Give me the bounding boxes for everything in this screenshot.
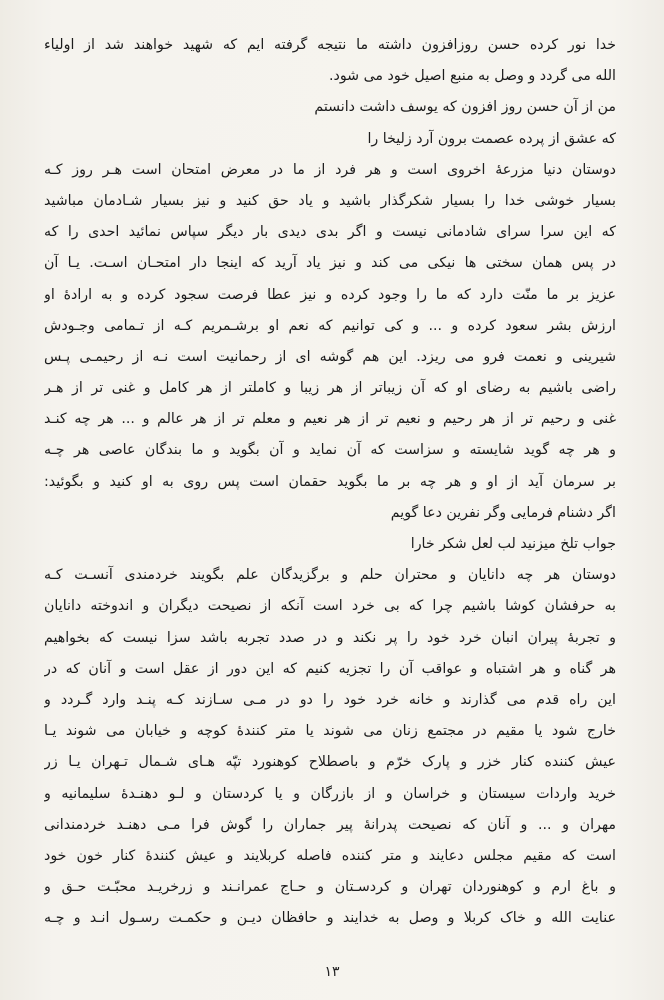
poem-line: من از آن حسن روز افزون که یوسف داشت دانستم — [314, 99, 616, 116]
text-line: که این سرا سرای شادمانی نیست و اگر بدی دیدی بار دیگر سپاس نمائید احدی را که — [44, 224, 616, 241]
body-text — [44, 30, 616, 934]
text-line: دوستان هر چه دانایان و محتران حلم و برگزیدگان علم بگویند خردمندی آنسـت کـه — [44, 567, 616, 584]
text-line: دوستان دنیا مزرعهٔ اخروی است و هر فرد از ما در معرض امتحان است هـر روز کـه — [44, 161, 616, 178]
text-line: الله می گردد و وصل به منبع اصیل خود می شود. — [329, 68, 616, 85]
text-line: و باغ ارم و کوهنوردان تهران و کردسـتان و حـاج عمرانـند و زرخریـد محبّـت حـق و — [44, 879, 616, 896]
text-line: این راه قدم می گذارند و خانه خرد خود را دو در مـی سـازند کـه پنـد وارد گـردد و — [44, 691, 616, 708]
text-line: مهران و ... و آنان که نصیحت پدرانهٔ پیر جماران را گوش فرا مـی دهنـد خردمندانی — [44, 816, 616, 833]
text-line: راضی باشیم به رضای او که آن زیباتر از هر زیبا و کاملتر از هر کامل و غنی تر از هـر — [44, 380, 616, 397]
poem-line: جواب تلخ میزنید لب لعل شکر خارا — [410, 536, 616, 552]
text-line: در پس همان سختی ها نیکی می کند و نیز یاد آرید که اینجا دار امتحـان اسـت. یـا آن — [44, 255, 616, 272]
poem-line: اگر دشنام فرمایی وگر نفرین دعا گویم — [390, 504, 616, 521]
text-line: ارزش بشر سعود کرده و ... و کی توانیم که نعم او برشـمریم کـه از تـمامی وجـودش — [44, 317, 616, 334]
text-line: و هر چه گوید شایسته و سزاست که آن نماید و آن بگوید و ما بندگان عاصی هر چـه — [44, 442, 616, 459]
text-line: خدا نور کرده حسن روزافزون داشته ما نتیجه گرفته ایم که شهید خواهند شد از اولیاء — [44, 37, 616, 53]
text-line: خرید واردات سیستان و خراسان و از بازرگان و یا کردستان و لـو دهنـدهٔ سلیمانیه و — [44, 785, 616, 802]
text-line: عنایت الله و خاک کربلا و وصل به خدایند و حافظان دیـن و حکمـت رسـول انـد و چـه — [44, 910, 616, 927]
text-line: به حرفشان کوشا باشیم چرا که بی خرد است آنکه از نصیحت دیگران و اندوخته دانایان — [44, 598, 616, 615]
text-line: هر گناه و هر اشتباه و عواقب آن را تجزیه کنیم که این دور از عقل است و آنان که در — [44, 660, 616, 677]
text-line: شیرینی و نعمت فرو می ریزد. این هم گوشه ای از رحمانیت است نـه از رحیمـی پـس — [44, 348, 616, 365]
text-line: خارج شود یا مقیم در مجتمع زنان می شوند یا متر کنندهٔ کوچه و خیابان می شوند یـا — [44, 723, 616, 740]
text-line: غنی و رحیم تر از هر رحیم و نعیم تر از هر نعیم و معلم تر از هر عالم و ... هر چه کنـد — [44, 411, 616, 428]
text-line: است که مقیم مجلس دعایند و متر کننده فاصله کربلایند و عیش کنندهٔ کنار خون خود — [44, 847, 616, 864]
poem-line: که عشق از پرده عصمت برون آرد زلیخا را — [367, 130, 616, 147]
text-line: و تجربهٔ پیران انبان خرد خود را پر نکند و در صدد تجربه باشد سزا نیست که بخواهیم — [44, 629, 616, 646]
text-line: عیش کننده کنار خزر و پارک خرّم و باصطلاح کوهنورد تپّه هـای شـمال تـهران یـا زر — [44, 754, 616, 771]
text-line: بر سرمان آید از او و هر چه بر ما بگوید حقمان است پس روی به او کنید و بگوئید: — [44, 473, 616, 490]
page-number: ۱۳ — [324, 964, 340, 980]
text-line: عزیز بر ما منّت دارد که ما را وجود کرده و نیز عطا فرصت سجود کرده و به ارادهٔ او — [44, 286, 616, 303]
text-line: بسیار خوشی خدا را بسیار شکرگذار باشید و یاد حق کنید و نیز بسیار شـادمان مباشید — [44, 192, 616, 209]
